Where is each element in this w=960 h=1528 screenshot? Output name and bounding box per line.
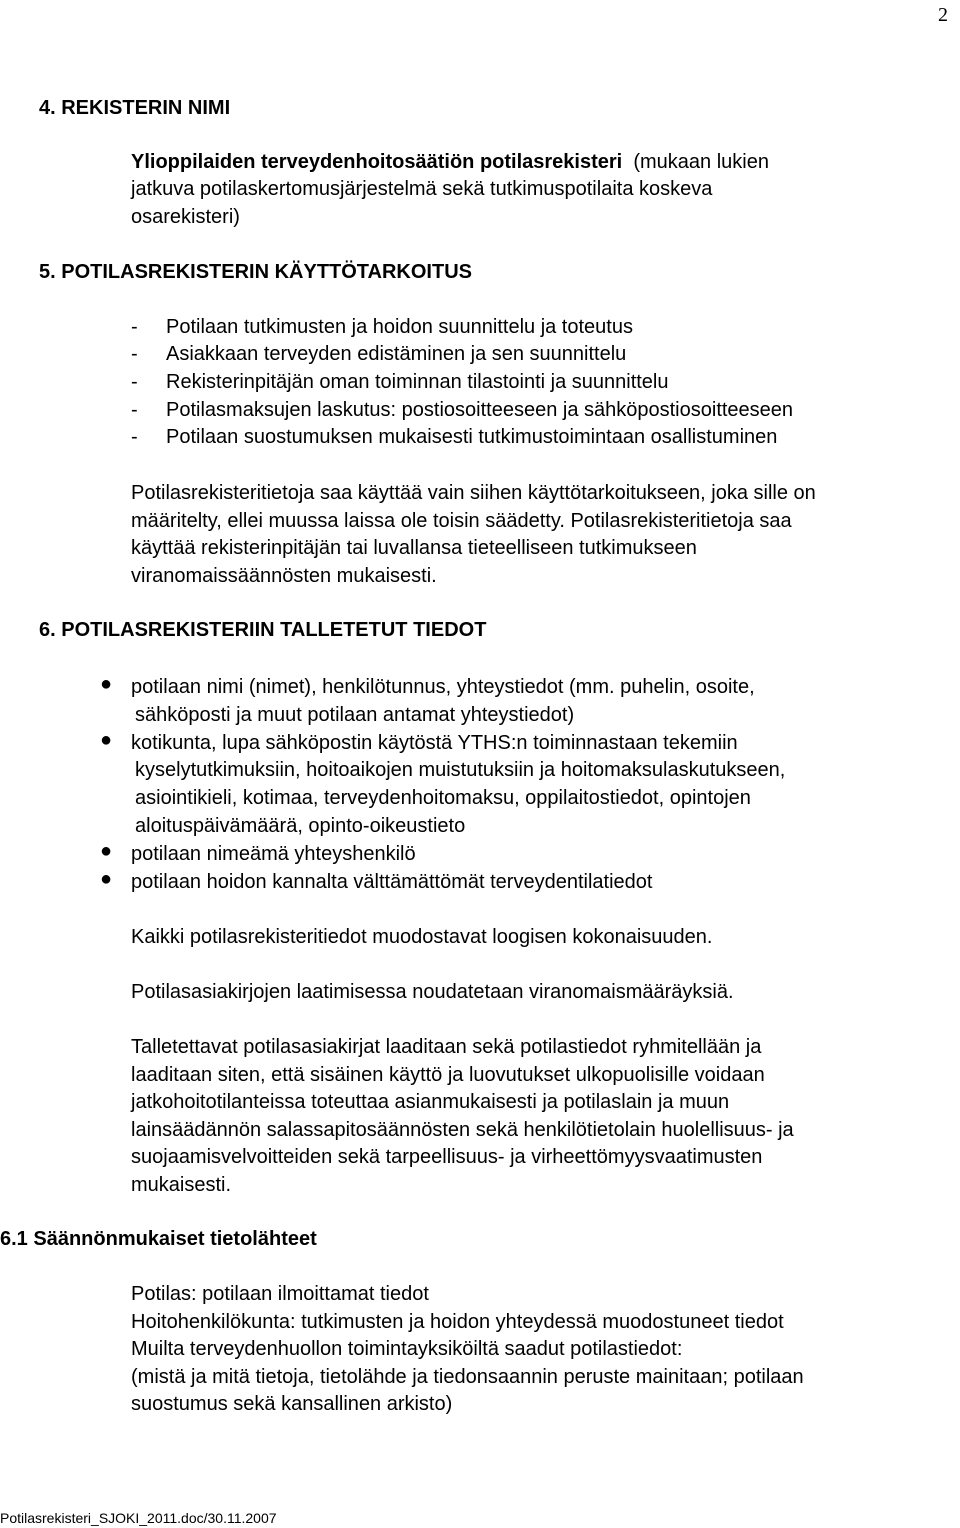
paragraph-line: mukaisesti. (131, 1174, 232, 1196)
source-line: (mistä ja mitä tietoja, tietolähde ja tiedonsaannin peruste mainitaan; potilaan (131, 1366, 804, 1388)
dash-list-item (131, 397, 794, 425)
source-line: Hoitohenkilökunta: tutkimusten ja hoidon yhteydessä muodostuneet tiedot (131, 1311, 784, 1333)
bullet-item-text: sähköposti ja muut potilaan antamat yhteystiedot) (135, 704, 575, 726)
source-line: Potilas: potilaan ilmoittamat tiedot (131, 1283, 429, 1305)
section-6-1-heading: 6.1 Säännönmukaiset tietolähteet (0, 1228, 317, 1250)
section-6-heading: 6. POTILASREKISTERIIN TALLETETUT TIEDOT (39, 619, 487, 641)
bullet-item-text: potilaan nimi (nimet), henkilötunnus, yhteystiedot (mm. puhelin, osoite, (131, 676, 755, 698)
paragraph-line: Potilasasiakirjojen laatimisessa noudatetaan viranomaismääräyksiä. (131, 981, 734, 1003)
dash-item-text: Asiakkaan terveyden edistäminen ja sen suunnittelu (166, 343, 627, 365)
section-5-heading: 5. POTILASREKISTERIN KÄYTTÖTARKOITUS (39, 261, 472, 283)
paragraph-line: viranomaissäännösten mukaisesti. (131, 565, 437, 587)
dash-list-item (131, 341, 627, 369)
paragraph-line: Talletettavat potilasasiakirjat laaditaan sekä potilastiedot ryhmitellään ja (131, 1036, 762, 1058)
dash-list-item (131, 424, 778, 452)
source-line: suostumus sekä kansallinen arkisto) (131, 1393, 453, 1415)
dash-marker: - (131, 399, 138, 421)
bullet-item-text: potilaan hoidon kannalta välttämättömät terveydentilatiedot (131, 871, 653, 893)
register-name-line (131, 149, 769, 177)
bullet-icon: ● (100, 840, 113, 862)
paragraph-line: suojaamisvelvoitteiden sekä tarpeellisuus- ja virheettömyysvaatimusten (131, 1146, 763, 1168)
register-name-note: (mukaan lukien (633, 151, 769, 173)
dash-item-text: Potilaan suostumuksen mukaisesti tutkimustoimintaan osallistuminen (166, 426, 778, 448)
bullet-item-text: asiointikieli, kotimaa, terveydenhoitomaksu, oppilaitostiedot, opintojen (135, 787, 751, 809)
dash-item-text: Potilasmaksujen laskutus: postiosoitteeseen ja sähköpostiosoitteeseen (166, 399, 794, 421)
page-number: 2 (938, 4, 948, 26)
section-4-heading: 4. REKISTERIN NIMI (39, 97, 231, 119)
dash-marker: - (131, 371, 138, 393)
register-name: Ylioppilaiden terveydenhoitosäätiön potilasrekisteri (131, 151, 623, 173)
dash-marker: - (131, 426, 138, 448)
dash-list-item (131, 314, 633, 342)
dash-marker: - (131, 343, 138, 365)
source-line: Muilta terveydenhuollon toimintayksiköiltä saadut potilastiedot: (131, 1338, 683, 1360)
bullet-item-text: kotikunta, lupa sähköpostin käytöstä YTHS:n toiminnastaan tekemiin (131, 732, 738, 754)
footer-filename: Potilasrekisteri_SJOKI_2011.doc/30.11.2007 (0, 1510, 277, 1526)
bullet-item-text: kyselytutkimuksiin, hoitoaikojen muistutuksiin ja hoitomaksulaskutukseen, (135, 759, 786, 781)
paragraph-line: Kaikki potilasrekisteritiedot muodostavat loogisen kokonaisuuden. (131, 926, 713, 948)
paragraph-line: määritelty, ellei muussa laissa ole toisin säädetty. Potilasrekisteritietoja saa (131, 510, 792, 532)
bullet-icon: ● (100, 673, 113, 695)
paragraph-line: Potilasrekisteritietoja saa käyttää vain siihen käyttötarkoitukseen, joka sille on (131, 482, 816, 504)
register-name-continuation: jatkuva potilaskertomusjärjestelmä sekä tutkimuspotilaita koskeva (131, 178, 713, 200)
paragraph-line: lainsäädännön salassapitosäännösten sekä henkilötietolain huolellisuus- ja (131, 1119, 794, 1141)
paragraph-line: laaditaan siten, että sisäinen käyttö ja luovutukset ulkopuolisille voidaan (131, 1064, 765, 1086)
bullet-item-text: potilaan nimeämä yhteyshenkilö (131, 843, 416, 865)
dash-item-text: Rekisterinpitäjän oman toiminnan tilastointi ja suunnittelu (166, 371, 669, 393)
paragraph-line: jatkohoitotilanteissa toteuttaa asianmukaisesti ja potilaslain ja muun (131, 1091, 730, 1113)
dash-item-text: Potilaan tutkimusten ja hoidon suunnittelu ja toteutus (166, 316, 633, 338)
dash-marker: - (131, 316, 138, 338)
bullet-icon: ● (100, 868, 113, 890)
bullet-icon: ● (100, 729, 113, 751)
dash-list-item (131, 369, 669, 397)
paragraph-line: käyttää rekisterinpitäjän tai luvallansa tieteelliseen tutkimukseen (131, 537, 697, 559)
register-name-continuation: osarekisteri) (131, 206, 240, 228)
bullet-item-text: aloituspäivämäärä, opinto-oikeustieto (135, 815, 466, 837)
